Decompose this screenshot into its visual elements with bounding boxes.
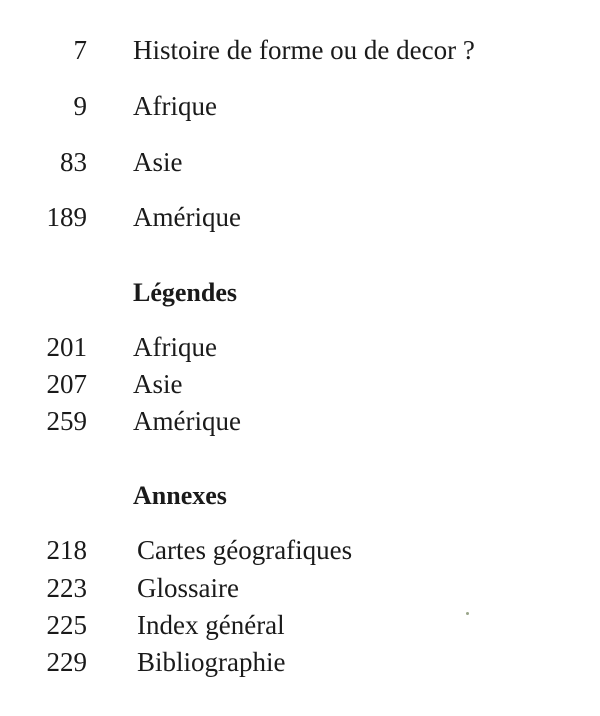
page-number: 201 bbox=[46, 332, 87, 362]
entry-title: Amérique bbox=[133, 202, 241, 232]
entry-title: Asie bbox=[133, 147, 183, 177]
toc-entry bbox=[0, 88, 600, 124]
toc-entry bbox=[0, 329, 600, 365]
page-number: 7 bbox=[73, 35, 87, 65]
entry-title: Afrique bbox=[133, 332, 217, 362]
toc-entry bbox=[0, 366, 600, 402]
section-heading-legendes: Légendes bbox=[133, 278, 237, 307]
toc-entry bbox=[0, 607, 600, 643]
page-number: 229 bbox=[46, 647, 87, 677]
paper-speck bbox=[466, 612, 469, 615]
page-number: 218 bbox=[46, 535, 87, 565]
entry-title: Amérique bbox=[133, 406, 241, 436]
section-heading-annexes: Annexes bbox=[133, 481, 227, 510]
page-number: 9 bbox=[73, 91, 87, 121]
page-number: 223 bbox=[46, 573, 87, 603]
page-number: 259 bbox=[46, 406, 87, 436]
page-number: 83 bbox=[60, 147, 87, 177]
page-number: 207 bbox=[46, 369, 87, 399]
toc-entry bbox=[0, 403, 600, 439]
toc-entry bbox=[0, 32, 600, 68]
toc-entry bbox=[0, 199, 600, 235]
toc-entry bbox=[0, 532, 600, 568]
page-number: 225 bbox=[46, 610, 87, 640]
entry-title: Histoire de forme ou de decor ? bbox=[133, 35, 475, 65]
entry-title: Bibliographie bbox=[137, 647, 286, 677]
toc-entry bbox=[0, 570, 600, 606]
page-number: 189 bbox=[46, 202, 87, 232]
entry-title: Cartes géografiques bbox=[137, 535, 353, 565]
toc-entry bbox=[0, 644, 600, 680]
entry-title: Afrique bbox=[133, 91, 217, 121]
entry-title: Asie bbox=[133, 369, 183, 399]
toc-entry bbox=[0, 144, 600, 180]
entry-title: Index général bbox=[137, 610, 285, 640]
entry-title: Glossaire bbox=[137, 573, 239, 603]
